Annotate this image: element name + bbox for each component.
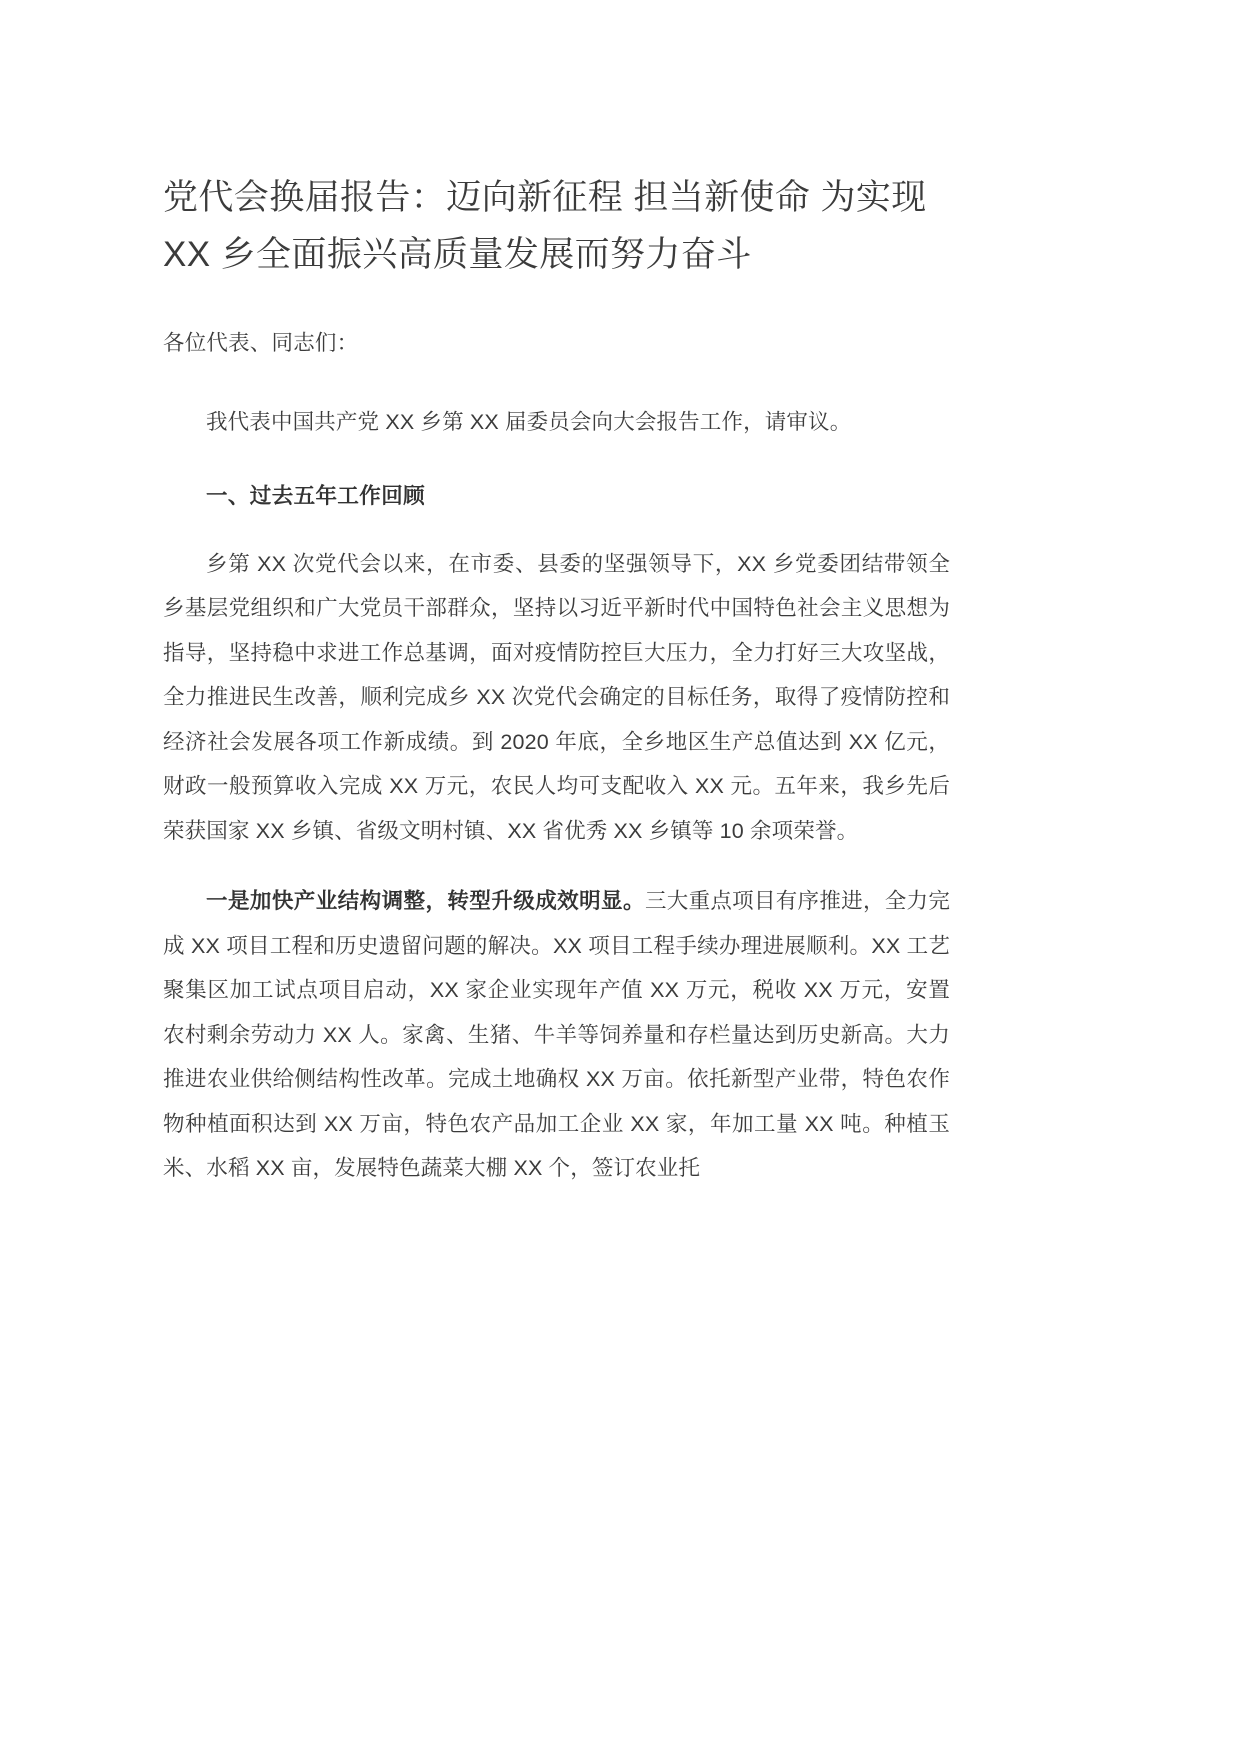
page-title-line-2: XX 乡全面振兴高质量发展而努力奋斗 [163,234,752,274]
salutation: 各位代表、同志们： [163,331,359,356]
opening-paragraph: 我代表中国共产党 XX 乡第 XX 届委员会向大会报告工作，请审议。 [206,410,852,435]
paragraph-bold-lead: 一是加快产业结构调整，转型升级成效明显。 [206,889,645,914]
page-title [163,170,950,283]
page-title-line-1: 党代会换届报告：迈向新征程 担当新使命 为实现 [163,178,927,217]
section-heading-1: 一、过去五年工作回顾 [206,483,426,508]
paragraph-past-five-years: 乡第 XX 次党代会以来，在市委、县委的坚强领导下，XX 乡党委团结带领全乡基层党组织和广大党员干部群众，坚持以习近平新时代中国特色社会主义思想为指导，坚持稳中求进工作总基调，面对疫情防控巨大压力，全力打好三大攻坚战，全力推进民生改善，顺利完成乡 XX 次党代会确定的目标任务，取得了疫情防控和经济社会发展各项工作新成绩。到 2020 年底，全乡地区生产总值达到 XX 亿元，财政一般预算收入完成 XX 万元，农民人均可支配收入 XX 元。五年来，我乡先后荣获国家 XX 乡镇、省级文明村镇、XX 省优秀 XX 乡镇等 10 余项荣誉。 [163,551,950,843]
paragraph-industrial-restructuring [163,879,950,1191]
paragraph-body-text: 三大重点项目有序推进，全力完成 XX 项目工程和历史遗留问题的解决。XX 项目工程手续办理进展顺利。XX 工艺聚集区加工试点项目启动，XX 家企业实现年产值 XX 万元，税收 XX 万元，安置农村剩余劳动力 XX 人。家禽、生猪、牛羊等饲养量和存栏量达到历史新高。大力推进农业供给侧结构性改革。完成土地确权 XX 万亩。依托新型产业带，特色农作物种植面积达到 XX 万亩，特色农产品加工企业 XX 家，年加工量 XX 吨。种植玉米、水稻 XX 亩，发展特色蔬菜大棚 XX 个，签订农业托 [163,889,950,1181]
